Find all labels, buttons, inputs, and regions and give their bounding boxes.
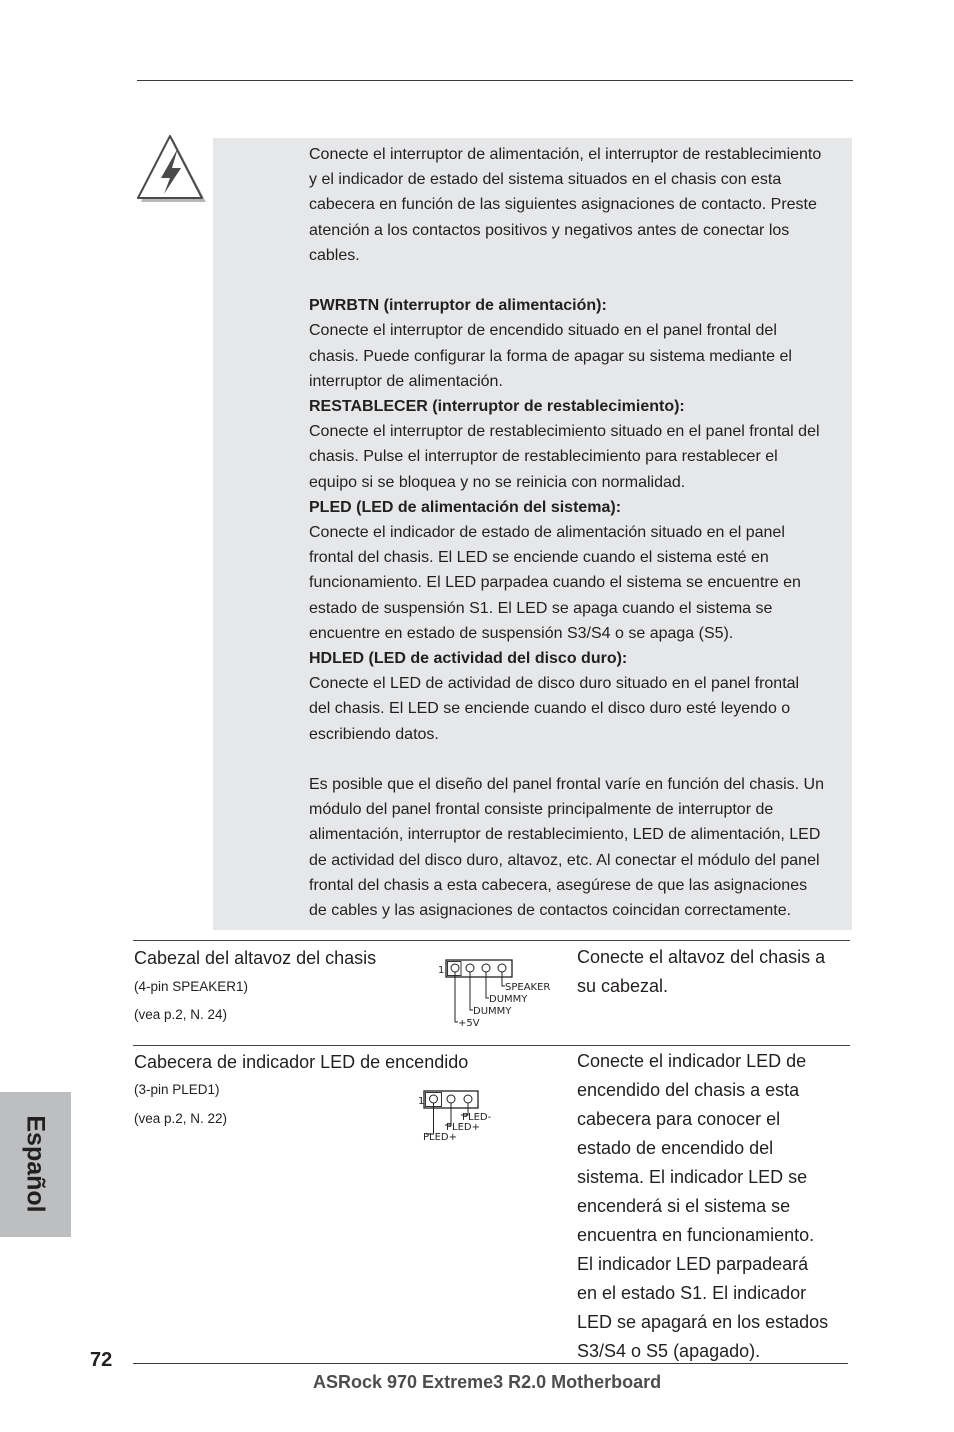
pled-desc-line: en el estado S1. El indicador <box>577 1283 807 1303</box>
pled-heading: PLED (LED de alimentación del sistema): <box>309 498 622 516</box>
pled-desc-line: Conecte el indicador LED de <box>577 1051 807 1071</box>
language-side-tab <box>0 1092 71 1237</box>
pled-desc-line: encuentra en funcionamiento. <box>577 1225 815 1245</box>
plus5v-pin-label: +5V <box>458 1018 480 1029</box>
page-number: 72 <box>90 1349 113 1371</box>
pled-line: estado de suspensión S1. El LED se apaga cuando el sistema se <box>309 599 773 617</box>
hdled-line: Conecte el LED de actividad de disco duro situado en el panel frontal <box>309 675 800 693</box>
pled-desc-line: S3/S4 o S5 (apagado). <box>577 1341 761 1361</box>
warning-icon <box>134 134 208 204</box>
pled-plus-label: PLED+ <box>446 1122 480 1133</box>
pled-header-description <box>577 1047 852 1366</box>
hdled-heading: HDLED (LED de actividad del disco duro): <box>309 650 628 668</box>
speaker-desc-line: Conecte el altavoz del chasis a <box>577 947 826 967</box>
speaker-pin-diagram <box>436 956 556 1032</box>
pled-plus-label: PLED+ <box>423 1132 457 1143</box>
pled-line: Conecte el indicador de estado de alimentación situado en el panel <box>309 524 785 542</box>
closing-line: alimentación, interruptor de restablecimiento, LED de alimentación, LED <box>309 826 821 844</box>
speaker-description <box>577 943 852 1001</box>
reset-heading: RESTABLECER (interruptor de restablecimiento): <box>309 398 685 416</box>
section-rule <box>133 1045 850 1046</box>
dummy-pin-label: DUMMY <box>489 994 528 1005</box>
closing-line: Es posible que el diseño del panel frontal varíe en función del chasis. Un <box>309 776 824 794</box>
pled-line: encuentre en estado de suspensión S3/S4 o se apaga (S5). <box>309 624 734 642</box>
speaker-pin1-label: 1 <box>438 965 445 976</box>
pled-desc-line: sistema. El indicador LED se <box>577 1167 808 1187</box>
pled-pin-diagram <box>414 1087 504 1145</box>
closing-line: de cables y las asignaciones de contactos coincidan correctamente. <box>309 902 792 920</box>
top-rule <box>137 80 853 81</box>
dummy-pin-label: DUMMY <box>473 1006 512 1017</box>
pwrbtn-heading: PWRBTN (interruptor de alimentación): <box>309 297 607 315</box>
pled-line: frontal del chasis. El LED se enciende cuando el sistema esté en <box>309 549 769 567</box>
closing-line: módulo del panel frontal consiste principalmente de interruptor de <box>309 801 774 819</box>
note-intro-line: y el indicador de estado del sistema situados en el chasis con esta <box>309 171 782 189</box>
speaker-desc-line: su cabezal. <box>577 976 669 996</box>
note-intro-line: cabecera en función de las siguientes asignaciones de contacto. Preste <box>309 196 817 214</box>
pled-desc-line: encendido del chasis a esta <box>577 1080 800 1100</box>
footer-product-name: ASRock 970 Extreme3 R2.0 Motherboard <box>313 1372 662 1392</box>
speaker-ref: (vea p.2, N. 24) <box>134 1007 228 1022</box>
speaker-pin: (4-pin SPEAKER1) <box>134 979 249 994</box>
note-intro-line: cables. <box>309 246 360 264</box>
note-intro-line: Conecte el interruptor de alimentación, el interruptor de restablecimiento <box>309 146 822 163</box>
hdled-line: escribiendo datos. <box>309 725 439 743</box>
pled-header-title: Cabecera de indicador LED de encendido <box>134 1052 469 1072</box>
pled-line: funcionamiento. El LED parpadea cuando el sistema se encuentre en <box>309 574 801 592</box>
reset-line: equipo si se bloquea y no se reinicia con normalidad. <box>309 473 686 491</box>
bottom-rule <box>133 1363 848 1364</box>
language-tab-label: Español <box>21 1115 50 1213</box>
pled-desc-line: encenderá si el sistema se <box>577 1196 791 1216</box>
pwrbtn-line: Conecte el interruptor de encendido situado en el panel frontal del <box>309 322 777 340</box>
pled-desc-line: cabecera para conocer el <box>577 1109 781 1129</box>
pwrbtn-line: interruptor de alimentación. <box>309 372 503 390</box>
closing-line: de actividad del disco duro, altavoz, etc. Al conectar el módulo del panel <box>309 851 820 869</box>
note-intro-line: atención a los contactos positivos y negativos antes de conectar los <box>309 221 790 239</box>
pled-desc-line: El indicador LED parpadeará <box>577 1254 809 1274</box>
speaker-pin-label: SPEAKER <box>505 982 551 993</box>
reset-line: Conecte el interruptor de restablecimiento situado en el panel frontal del <box>309 423 820 441</box>
hdled-line: del chasis. El LED se enciende cuando el disco duro esté leyendo o <box>309 700 791 718</box>
pled-minus-label: PLED- <box>462 1112 492 1123</box>
reset-line: chasis. Pulse el interruptor de restablecimiento para restablecer el <box>309 448 778 466</box>
pled-desc-line: estado de encendido del <box>577 1138 774 1158</box>
pled-desc-line: LED se apagará en los estados <box>577 1312 829 1332</box>
note-text <box>309 142 849 923</box>
speaker-title: Cabezal del altavoz del chasis <box>134 948 377 968</box>
section-rule <box>133 940 850 941</box>
pled-header-pin: (3-pin PLED1) <box>134 1082 220 1097</box>
pled-pin1-label: 1 <box>418 1096 425 1107</box>
pwrbtn-line: chasis. Puede configurar la forma de apagar su sistema mediante el <box>309 347 792 365</box>
pled-header-ref: (vea p.2, N. 22) <box>134 1111 228 1126</box>
closing-line: frontal del chasis a esta cabecera, asegúrese de que las asignaciones <box>309 876 808 894</box>
